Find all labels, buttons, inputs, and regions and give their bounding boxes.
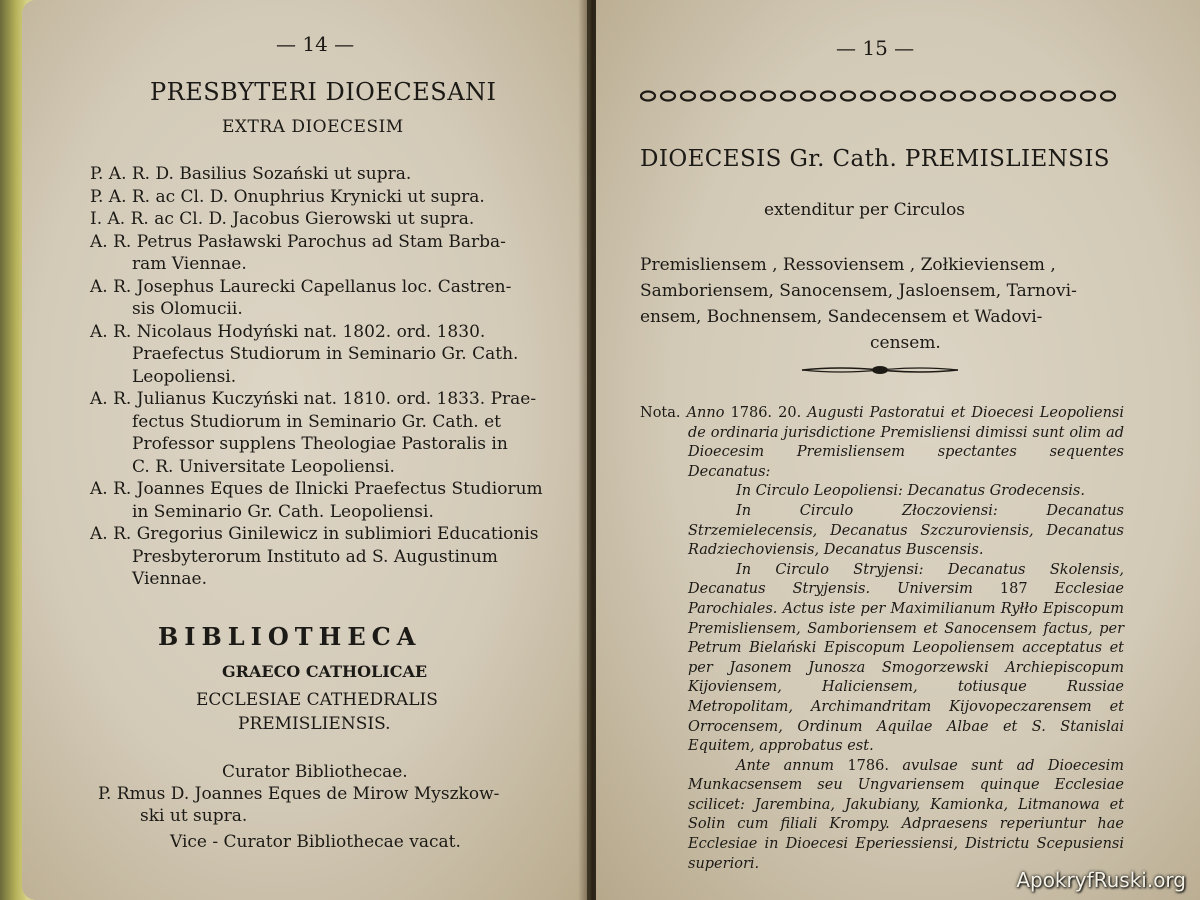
list-item: I. A. R. ac Cl. D. Jacobus Gierowski ut supra. <box>90 209 475 229</box>
left-page-number: — 14 — <box>276 32 355 56</box>
nota-paragraph: In Circulo Stryjensi: Decanatus Skolensis, Decanatus Stryjensis. Universim 187 Ecclesiae Parochiales. Actus iste per Maximilianum Ryłło Episcopum Premisliensem, Samboriensem et Sanocensem factus, per Petrum Bielański Episcopum Leopoliensem acceptatus et per Jasonem Junosza Smogorzewski Archiepiscopum Kijoviensem, Haliciensem, totiusque Russiae Metropolitam, Archimandritam Kijovopeczarensem et Orrocensem, Ordinum Aquilae Albae et S. Stanislai Equitem, approbatus est. <box>688 561 1125 755</box>
nota-label: Nota. <box>640 405 681 421</box>
circles-list <box>640 252 1122 356</box>
nota-paragraph: Nota. Anno 1786. 20. Augusti Pastoratui et Dioecesi Leopoliensi de ordinaria jurisdictione Premisliensi dimissi sunt olim ad Dioecesim Premisliensem spectantes sequentes Decanatus: <box>640 405 1125 480</box>
bibliotheca-line-3: PREMISLIENSIS. <box>238 714 391 734</box>
list-item: A. R. Joannes Eques de Ilnicki Praefectus Studiorum in Seminario Gr. Cath. Leopoliensi. <box>90 479 543 522</box>
nota-paragraph: In Circulo Leopoliensi: Decanatus Grodecensis. <box>736 483 1085 500</box>
list-item: A. R. Gregorius Ginilewicz in sublimiori Educationis Presbyterorum Instituto ad S. Augustinum Viennae. <box>90 524 539 589</box>
watermark: ApokryfRuski.org <box>1016 868 1186 892</box>
chain-ornament <box>640 88 1118 104</box>
divider-ornament <box>800 362 960 378</box>
left-heading: PRESBYTERI DIOECESANI <box>150 78 497 106</box>
circles-line: ensem, Bochnensem, Sandecensem et Wadovi- <box>640 307 1043 327</box>
vice-curator: Vice - Curator Bibliothecae vacat. <box>170 832 461 852</box>
list-item: A. R. Nicolaus Hodyński nat. 1802. ord. 1830. Praefectus Studiorum in Seminario Gr. Cath. Leopoliensi. <box>90 321 519 387</box>
list-item: P. A. R. D. Basilius Sozański ut supra. <box>90 164 412 184</box>
nota-paragraph: In Circulo Złoczoviensi: Decanatus Strzemielecensis, Decanatus Szczuroviensis, Decanatus Radziechoviensis, Decanatus Buscensis. <box>688 502 1124 559</box>
bibliotheca-title: BIBLIOTHECA <box>158 622 422 651</box>
presbyter-list <box>90 163 552 591</box>
left-subheading: EXTRA DIOECESIM <box>222 117 404 137</box>
right-subheading: extenditur per Circulos <box>764 200 966 220</box>
list-item: A. R. Josephus Laurecki Capellanus loc. Castren- sis Olomucii. <box>90 276 512 319</box>
circles-line: Premisliensem , Ressoviensem , Zołkieviensem , <box>640 255 1056 275</box>
bibliotheca-line-1: GRAECO CATHOLICAE <box>222 662 428 681</box>
list-item: A. R. Petrus Pasławski Parochus ad Stam Barba- ram Viennae. <box>90 231 506 274</box>
circles-line: Samboriensem, Sanocensem, Jasloensem, Tarnovi- <box>640 281 1077 301</box>
right-heading: DIOECESIS Gr. Cath. PREMISLIENSIS <box>640 146 1110 172</box>
curator-line-1: P. Rmus D. Joannes Eques de Mirow Myszkow- <box>98 784 500 804</box>
bibliotheca-line-2: ECCLESIAE CATHEDRALIS <box>196 690 438 710</box>
list-item: P. A. R. ac Cl. D. Onuphrius Krynicki ut supra. <box>90 186 485 207</box>
nota-block <box>640 404 1124 874</box>
circles-line: censem. <box>870 333 941 353</box>
list-item: A. R. Julianus Kuczyński nat. 1810. ord. 1833. Prae- fectus Studiorum in Seminario Gr. Cath. et Professor supplens Theologiae Pastoralis in C. R. Universitate Leopoliensi. <box>90 389 537 477</box>
right-page-number: — 15 — <box>836 36 915 60</box>
curator-line-2: ski ut supra. <box>140 806 248 826</box>
curator-label: Curator Bibliothecae. <box>222 762 408 782</box>
nota-paragraph: Ante annum 1786. avulsae sunt ad Dioecesim Munkacsensem seu Ungvariensem quinque Ecclesiae scilicet: Jarembina, Jakubiany, Kamionka, Litmanowa et Solin cum filiali Krompy. Adpraesens reperiuntur hae Ecclesiae in Dioecesi Eperiessiensi, Districtu Scepusiensi superiori. <box>688 757 1125 872</box>
